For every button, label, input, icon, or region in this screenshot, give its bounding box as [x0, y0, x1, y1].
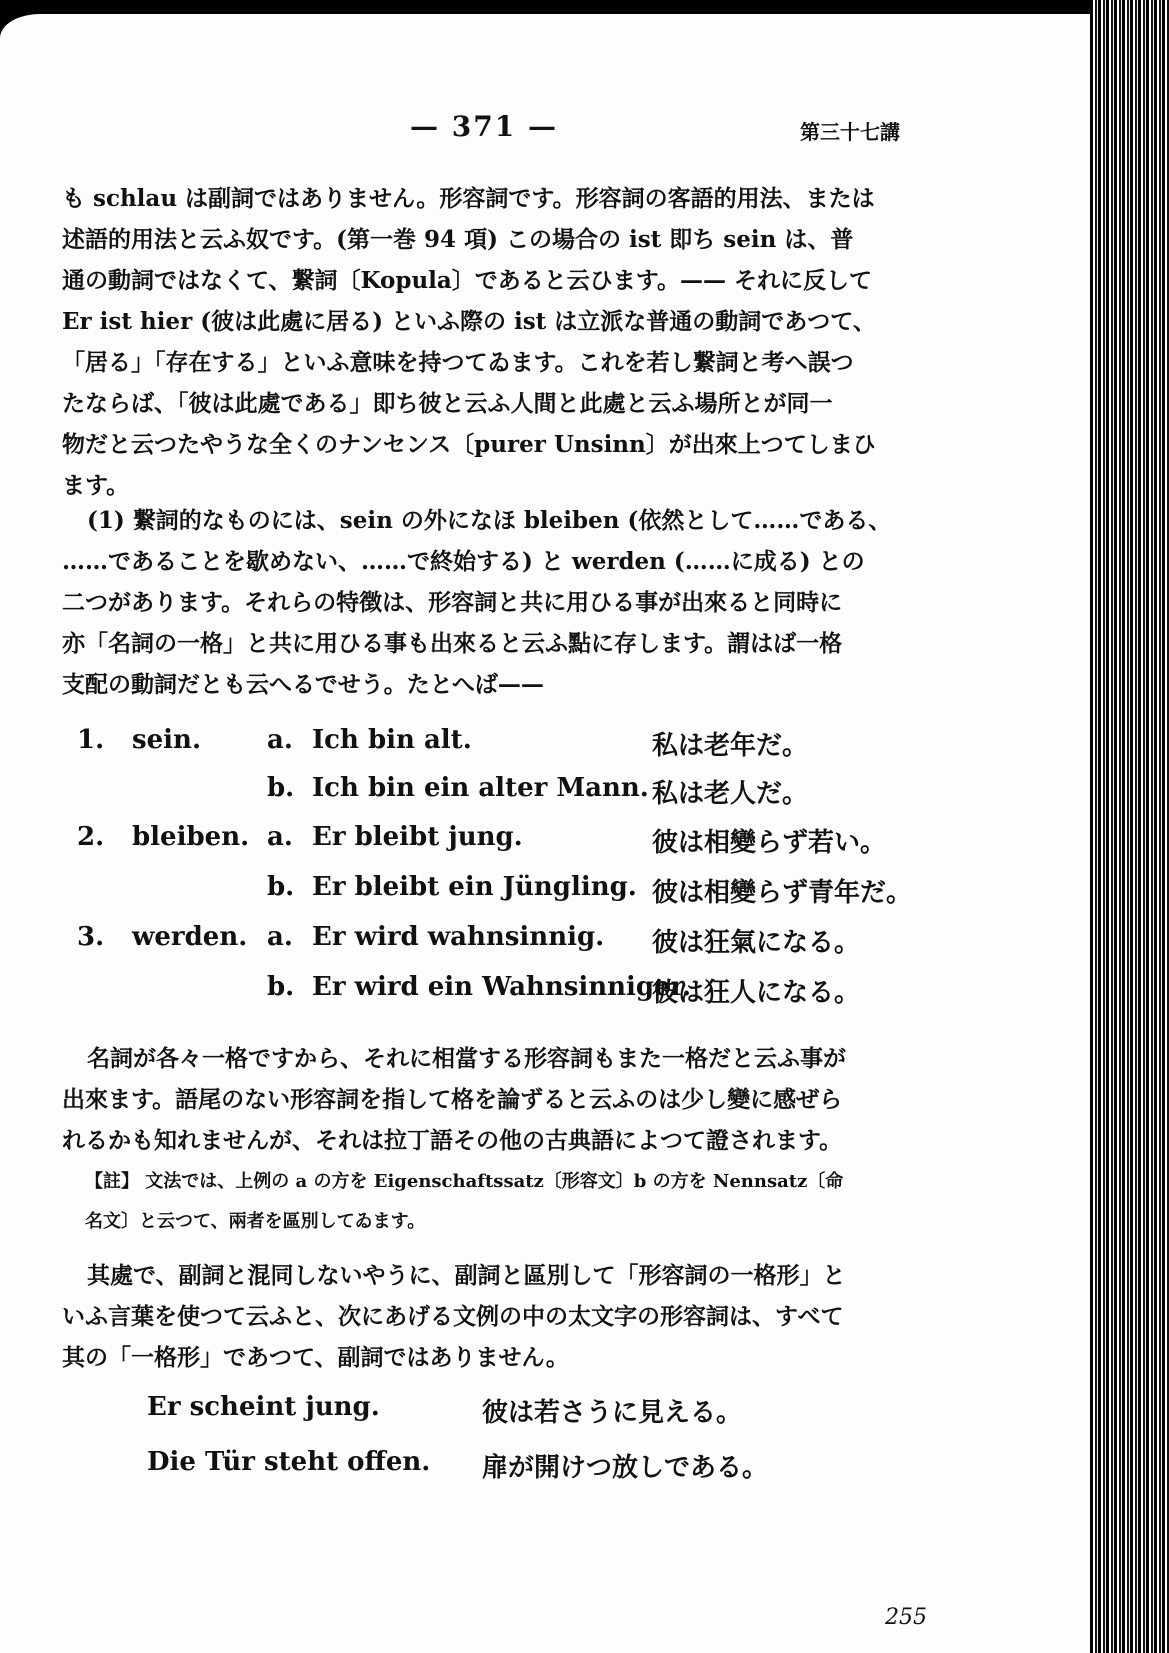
text-line: 二つがあります。それらの特徴は、形容詞と共に用ひる事が出來ると同時に [62, 589, 843, 616]
text-line: 亦「名詞の一格」と共に用ひる事も出來ると云ふ點に存します。謂はば一格 [62, 630, 843, 657]
example-german: Ich bin ein alter Mann. [312, 773, 649, 803]
page-number: — 371 — [410, 110, 558, 143]
adjective-paragraph [62, 1038, 922, 1161]
example-japanese: 彼は狂人になる。 [652, 978, 861, 1008]
example-letter: a. [267, 922, 293, 952]
example-japanese: 彼は若さうに見える。 [482, 1398, 743, 1428]
example-number: 3. [77, 922, 105, 952]
example-letter: b. [267, 773, 295, 803]
example-letter: a. [267, 822, 293, 852]
text-line: 名詞が各々一格ですから、それに相當する形容詞もまた一格だと云ふ事が [87, 1045, 846, 1072]
example-german: Er wird ein Wahnsinniger. [312, 972, 692, 1002]
text-line: いふ言葉を使つて云ふと、次にあげる文例の中の太文字の形容詞は、すべて [62, 1303, 844, 1330]
text-line: ……であることを歇めない、……で終始する) と werden (……に成る) との [62, 548, 865, 575]
example-verb: bleiben. [132, 822, 250, 852]
text-line: たならば、「彼は此處である」即ち彼と云ふ人間と此處と云ふ場所とが同一 [62, 390, 833, 417]
page-header [0, 110, 1090, 150]
text-line: も schlau は副詞ではありません。形容詞です。形容詞の客語的用法、または [62, 185, 875, 212]
example-german: Die Tür steht offen. [147, 1447, 431, 1477]
note-line: 名文〕と云つて、兩者を區別してゐます。 [85, 1211, 426, 1232]
text-line: 「居る」「存在する」といふ意味を持つてゐます。これを若し繋詞と考へ誤つ [62, 349, 854, 376]
example-letter: b. [267, 872, 295, 902]
grammar-note [85, 1162, 925, 1242]
text-line: 其の「一格形」であつて、副詞ではありません。 [62, 1344, 569, 1371]
example-german: Er bleibt jung. [312, 822, 523, 852]
text-line: 出來ます。語尾のない形容詞を指して格を論ずると云ふのは少し變に感ぜら [62, 1086, 843, 1113]
example-japanese: 彼は相變らず青年だ。 [652, 878, 913, 908]
example-verb: sein. [132, 725, 202, 755]
text-line: 其處で、副詞と混同しないやうに、副詞と區別して「形容詞の一格形」と [87, 1262, 846, 1289]
page-edge [1090, 0, 1169, 1653]
example-number: 2. [77, 822, 105, 852]
folio-number: 255 [885, 1605, 927, 1630]
nominative-paragraph [62, 1255, 922, 1378]
text-line: 通の動詞ではなくて、繋詞〔Kopula〕であると云ひます。—— それに反して [62, 267, 872, 294]
text-line: (1) 繋詞的なものには、sein の外になほ bleiben (依然として……である、 [87, 507, 892, 534]
remark-paragraph [62, 500, 922, 705]
text-line: れるかも知れませんが、それは拉丁語その他の古典語によつて證されます。 [62, 1127, 843, 1154]
example-number: 1. [77, 725, 105, 755]
intro-paragraph [62, 178, 922, 506]
example-letter: a. [267, 725, 293, 755]
example-german: Ich bin alt. [312, 725, 472, 755]
text-line: 物だと云つたやうな全くのナンセンス〔purer Unsinn〕が出來上つてしまひ [62, 431, 876, 458]
text-line: 支配の動詞だとも云へるでせう。たとへば—— [62, 671, 544, 698]
text-line: 述語的用法と云ふ奴です。(第一巻 94 項) この場合の ist 即ち sein は、普 [62, 226, 854, 253]
example-german: Er bleibt ein Jüngling. [312, 872, 637, 902]
example-japanese: 私は老年だ。 [652, 731, 809, 761]
example-verb: werden. [132, 922, 248, 952]
lecture-title: 第三十七講 [800, 120, 900, 144]
example-japanese: 扉が開けつ放しである。 [482, 1453, 769, 1483]
example-letter: b. [267, 972, 295, 1002]
example-japanese: 私は老人だ。 [652, 779, 809, 809]
example-japanese: 彼は相變らず若い。 [652, 828, 887, 858]
note-line: 【註】 文法では、上例の a の方を Eigenschaftssatz〔形容文〕b の方を Nennsatz〔命 [85, 1171, 844, 1192]
example-japanese: 彼は狂氣になる。 [652, 928, 861, 958]
example-german: Er scheint jung. [147, 1392, 380, 1422]
example-german: Er wird wahnsinnig. [312, 922, 605, 952]
text-line: Er ist hier (彼は此處に居る) といふ際の ist は立派な普通の動詞であつて、 [62, 308, 876, 335]
text-line: ます。 [62, 472, 130, 499]
